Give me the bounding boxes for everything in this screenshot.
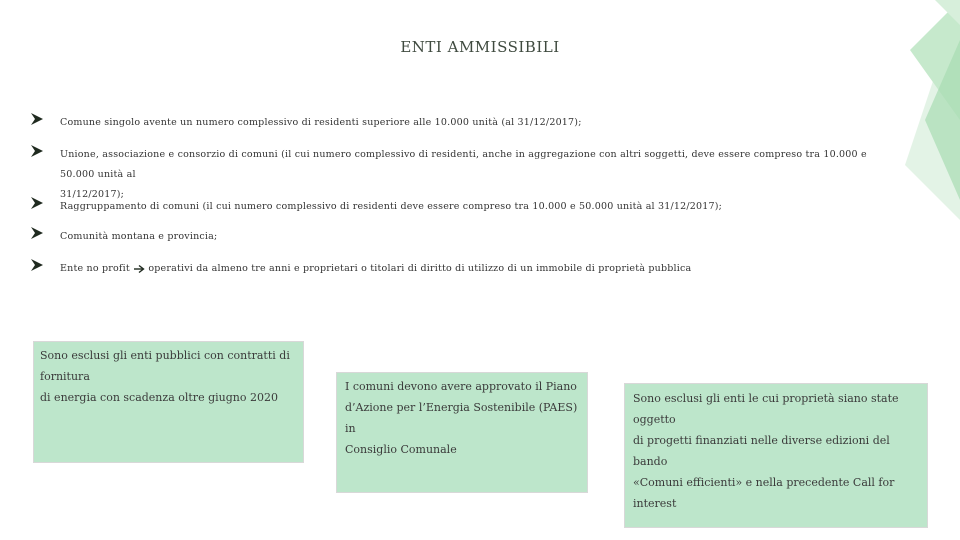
bullet-text: Raggruppamento di comuni (il cui numero complessivo di residenti deve essere compreso tra 10.000 e 50.000 unità al 31/12/2017); xyxy=(60,201,723,212)
note-line: I comuni devono avere approvato il Piano xyxy=(345,380,577,393)
arrowhead-bullet-icon xyxy=(30,144,44,158)
bullet-text: Comune singolo avente un numero complessivo di residenti superiore alle 10.000 unità (al 31/12/2017); xyxy=(60,117,582,128)
note-box-paes xyxy=(336,372,588,493)
bullet-text xyxy=(60,259,870,279)
slide-title: ENTI AMMISSIBILI xyxy=(400,38,560,56)
arrowhead-bullet-icon xyxy=(30,196,44,210)
note-line: «Comuni efficienti» e nella precedente Call for interest xyxy=(633,476,895,510)
note-line: d’Azione per l’Energia Sostenibile (PAES) in xyxy=(345,401,578,435)
note-box-esclusi-progetti xyxy=(624,383,928,528)
bullet-text-before: Ente no profit xyxy=(60,263,130,274)
note-line: Sono esclusi gli enti pubblici con contratti di xyxy=(40,349,290,362)
note-line: di energia con scadenza oltre giugno 2020 xyxy=(40,391,278,404)
arrowhead-bullet-icon xyxy=(30,258,44,272)
note-line: Consiglio Comunale xyxy=(345,443,457,456)
note-box-esclusi-contratti xyxy=(33,341,304,463)
right-arrow-icon xyxy=(133,264,145,274)
bullet-text-after: operativi da almeno tre anni e proprietari o titolari di diritto di utilizzo di un immobile di proprietà pubblica xyxy=(148,263,692,274)
note-line: Sono esclusi gli enti le cui proprietà siano state oggetto xyxy=(633,392,899,426)
bullet-text: Comunità montana e provincia; xyxy=(60,231,218,242)
bullet-text-line1: Unione, associazione e consorzio di comuni (il cui numero complessivo di residenti, anche in aggregazione con altri soggetti, deve essere compreso tra 10.000 e 50.000 unità al xyxy=(60,149,867,180)
bullet-text xyxy=(60,145,870,205)
bullet-text-line2: 31/12/2017); xyxy=(60,189,125,200)
note-line: di progetti finanziati nelle diverse edizioni del bando xyxy=(633,434,890,468)
note-line: fornitura xyxy=(40,370,90,383)
arrowhead-bullet-icon xyxy=(30,112,44,126)
arrowhead-bullet-icon xyxy=(30,226,44,240)
